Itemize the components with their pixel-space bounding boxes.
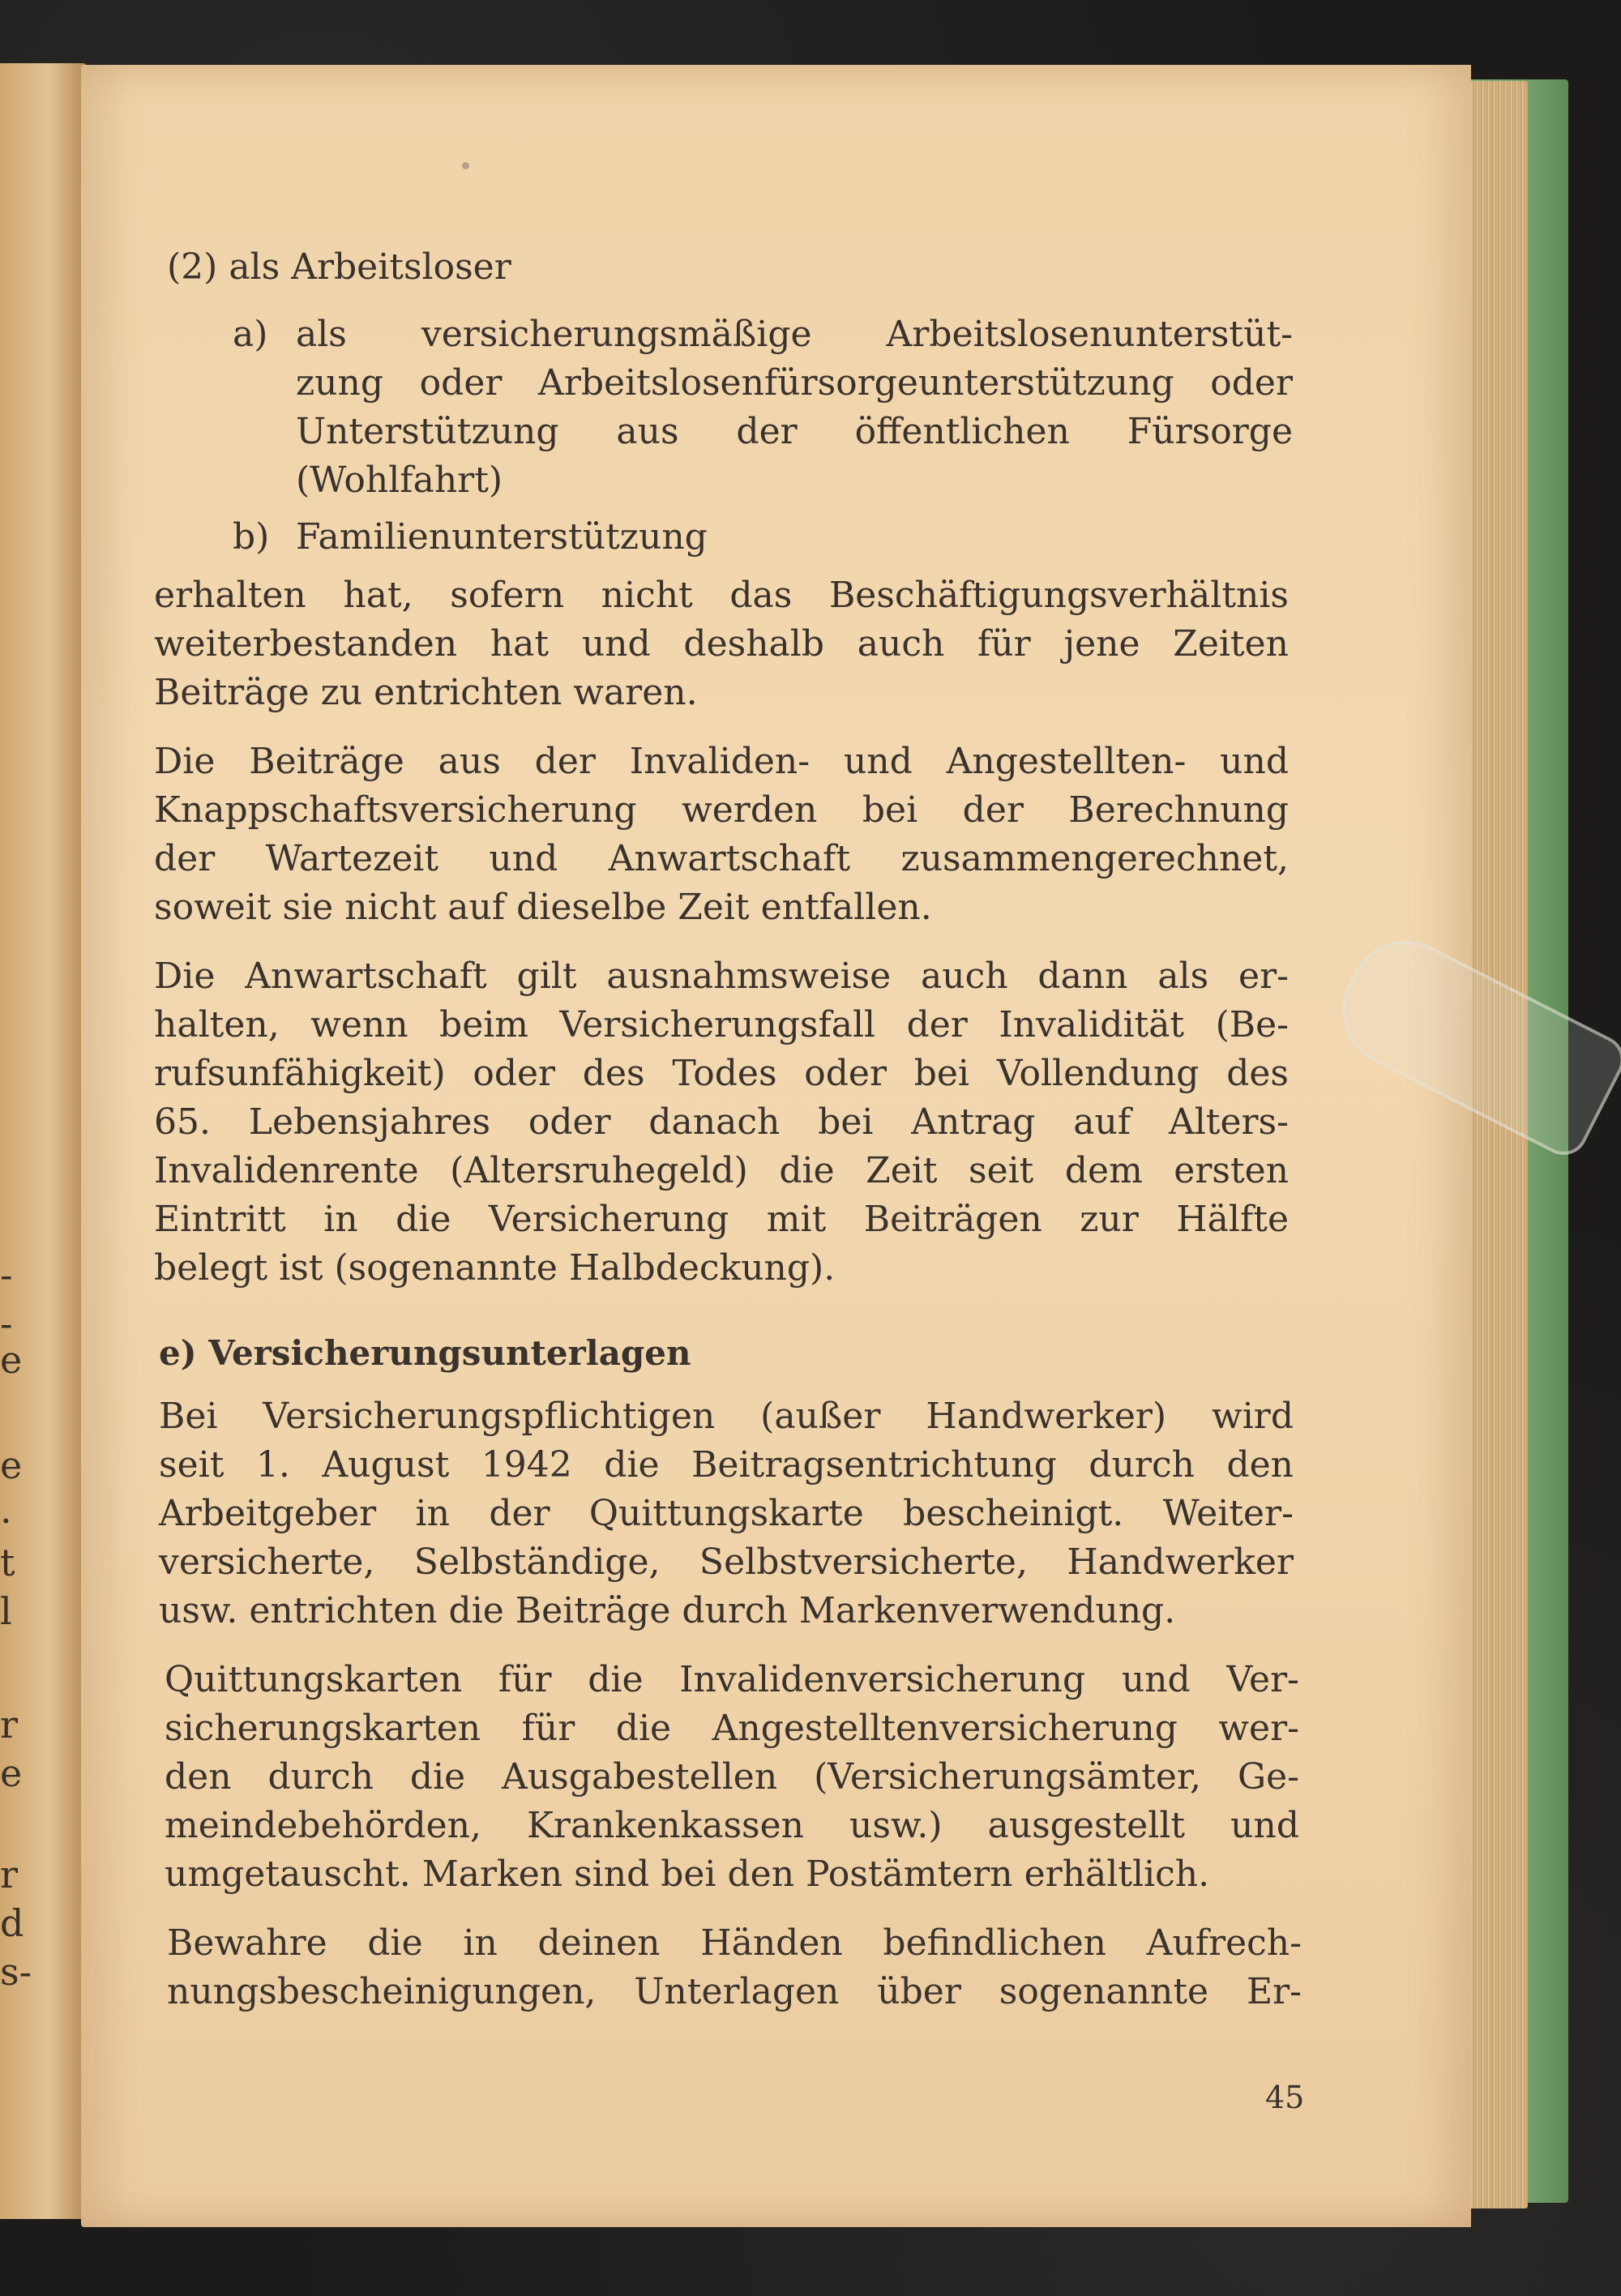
item-b-marker: b) [233,516,270,558]
paragraph-line: den durch die Ausgabestellen (Versicherungsämter, Ge- [165,1756,1299,1798]
paragraph-line: Knappschaftsversicherung werden bei der Berechnung [154,789,1289,831]
paragraph-line: Arbeitgeber in der Quittungskarte bescheinigt. Weiter- [159,1493,1294,1534]
paragraph-line: der Wartezeit und Anwartschaft zusammengerechnet, [154,838,1289,879]
paragraph-line: Bewahre die in deinen Händen befindlichen Aufrech- [167,1922,1302,1964]
paragraph-line: Die Beiträge aus der Invaliden- und Angestellten- und [154,741,1289,782]
paragraph-line: umgetauscht. Marken sind bei den Postämtern erhältlich. [165,1853,1210,1895]
item-b-line: Familienunterstützung [296,516,708,558]
paragraph-line: weiterbestanden hat und deshalb auch für jene Zeiten [154,623,1289,665]
left-page-glyph: r [0,1853,18,1896]
paragraph-line: rufsunfähigkeit) oder des Todes oder bei Vollendung des [154,1053,1289,1094]
left-page-glyph: r [0,1703,18,1747]
paragraph-line: sicherungskarten für die Angestelltenversicherung wer- [165,1708,1299,1749]
paragraph-line: belegt ist (sogenannte Halbdeckung). [154,1247,836,1289]
left-facing-page [0,63,88,2219]
left-page-glyph: e [0,1443,23,1487]
paragraph-line: Eintritt in die Versicherung mit Beiträgen zur Hälfte [154,1199,1289,1240]
left-page-glyph: e [0,1338,23,1382]
paragraph-line: meindebehörden, Krankenkassen usw.) ausgestellt und [165,1805,1299,1846]
left-page-glyph: l [0,1589,12,1633]
paragraph-line: Bei Versicherungspflichtigen (außer Handwerker) wird [159,1396,1294,1437]
left-page-glyph: e [0,1751,23,1795]
item-a-line: als versicherungsmäßige Arbeitslosenunterstüt- [296,314,1293,355]
paragraph-line: erhalten hat, sofern nicht das Beschäftigungsverhältnis [154,575,1289,616]
page-number: 45 [1265,2080,1305,2115]
left-page-glyph: d [0,1901,24,1945]
paragraph-line: 65. Lebensjahres oder danach bei Antrag auf Alters- [154,1101,1289,1143]
left-page-glyph: . [0,1488,12,1532]
paragraph-line: nungsbescheinigungen, Unterlagen über sogenannte Er- [167,1971,1302,2012]
item-a-line: Unterstützung aus der öffentlichen Fürsorge [296,411,1293,452]
page-speck [462,162,469,169]
paragraph-line: Beiträge zu entrichten waren. [154,672,698,713]
paragraph-line: soweit sie nicht auf dieselbe Zeit entfallen. [154,887,932,928]
item-a-line: (Wohlfahrt) [296,460,503,501]
item-a-marker: a) [233,314,268,355]
paragraph-line: versicherte, Selbständige, Selbstversicherte, Handwerker [159,1541,1294,1583]
paragraph-line: usw. entrichten die Beiträge durch Markenverwendung. [159,1590,1176,1631]
section-2-label: (2) als Arbeitsloser [167,246,511,288]
paragraph-line: Quittungskarten für die Invalidenversicherung und Ver- [165,1659,1299,1700]
item-a-line: zung oder Arbeitslosenfürsorgeunterstützung oder [296,362,1293,404]
paragraph-line: Invalidenrente (Altersruhegeld) die Zeit seit dem ersten [154,1150,1289,1191]
left-page-glyph: s- [0,1950,32,1994]
paragraph-line: Die Anwartschaft gilt ausnahmsweise auch dann als er- [154,956,1289,997]
left-page-glyph: - [0,1253,13,1297]
paragraph-line: seit 1. August 1942 die Beitragsentrichtung durch den [159,1444,1294,1486]
left-page-glyph: - [0,1302,13,1345]
section-e-heading: e) Versicherungsunterlagen [159,1333,691,1373]
paragraph-line: halten, wenn beim Versicherungsfall der Invalidität (Be- [154,1004,1289,1045]
left-page-glyph: t [0,1541,15,1584]
